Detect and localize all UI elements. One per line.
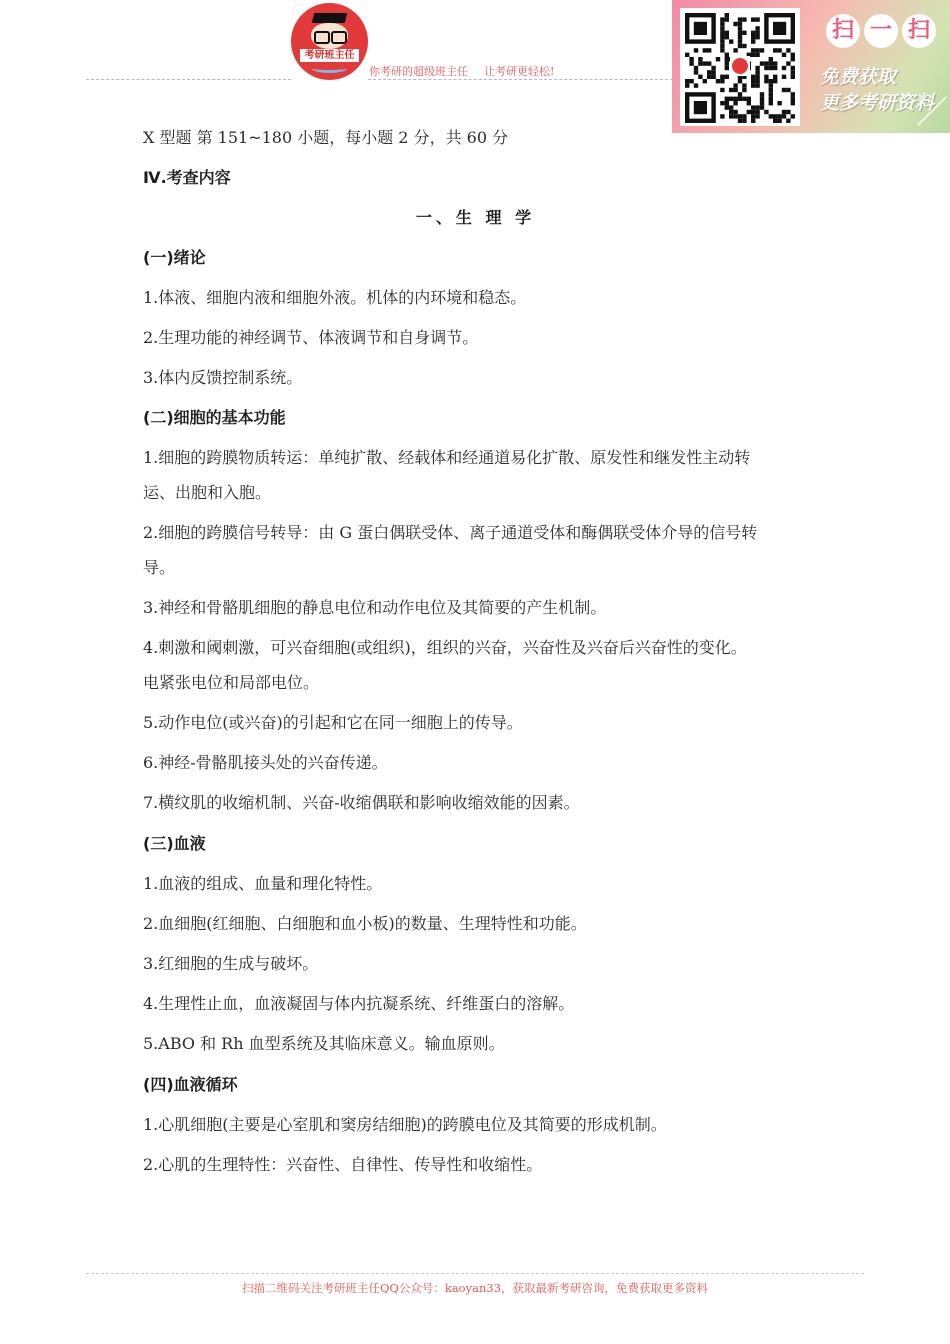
glasses-icon [331, 31, 347, 44]
scan-badges [822, 14, 940, 50]
list-item: 1.细胞的跨膜物质转运：单纯扩散、经载体和经通道易化扩散、原发性和继发性主动转 [143, 448, 751, 467]
slogan-left: 你考研的超级班主任 [369, 65, 468, 78]
list-item: 4.刺激和阈刺激，可兴奋细胞(或组织)，组织的兴奋，兴奋性及兴奋后兴奋性的变化。 [143, 638, 747, 657]
list-item: 1.血液的组成、血量和理化特性。 [143, 874, 383, 893]
ad-line-1: 免费获取 [820, 66, 897, 88]
header-divider-mid [368, 79, 673, 80]
logo-text: 考研班主任 [300, 49, 359, 62]
graduation-cap-icon [312, 13, 348, 23]
subsection-title: (三)血液 [143, 834, 206, 853]
list-item: 5.ABO 和 Rh 血型系统及其临床意义。输血原则。 [143, 1034, 505, 1053]
list-item: 3.体内反馈控制系统。 [143, 368, 303, 387]
footer-notice: 扫描二维码关注考研班主任QQ公众号：kaoyan33，获取最新考研咨询，免费获取更多资料 [242, 1281, 708, 1295]
subsection-title: (四)血液循环 [143, 1075, 238, 1094]
subsection-title: (一)绪论 [143, 248, 206, 267]
scan-char: 一 [864, 14, 898, 48]
list-item: 3.红细胞的生成与破坏。 [143, 954, 319, 973]
list-item: 3.神经和骨骼肌细胞的静息电位和动作电位及其简要的产生机制。 [143, 598, 607, 617]
list-item: 2.血细胞(红细胞、白细胞和血小板)的数量、生理特性和功能。 [143, 914, 587, 933]
list-item-continued: 导。 [143, 558, 176, 577]
chapter-title: 一、生 理 学 [415, 208, 536, 227]
list-item-continued: 运、出胞和入胞。 [143, 483, 272, 502]
book-icon [312, 64, 347, 73]
qr-code-icon[interactable] [680, 8, 800, 126]
qr-ad-banner[interactable] [672, 0, 950, 133]
exam-format-line: X 型题 第 151~180 小题，每小题 2 分，共 60 分 [143, 128, 509, 147]
ad-line-2: 更多考研资料 [820, 92, 935, 114]
slogan-right: 让考研更轻松! [484, 65, 555, 78]
list-item: 1.体液、细胞内液和细胞外液。机体的内环境和稳态。 [143, 288, 527, 307]
list-item: 5.动作电位(或兴奋)的引起和它在同一细胞上的传导。 [143, 713, 523, 732]
list-item: 2.心肌的生理特性：兴奋性、自律性、传导性和收缩性。 [143, 1155, 543, 1174]
glasses-icon [314, 31, 330, 44]
list-item: 2.细胞的跨膜信号转导：由 G 蛋白偶联受体、离子通道受体和酶偶联受体介导的信号转 [143, 523, 758, 542]
section-title: Ⅳ.考查内容 [143, 168, 231, 187]
scan-char: 扫 [826, 14, 860, 48]
scan-char: 扫 [902, 14, 936, 48]
list-item-continued: 电紧张电位和局部电位。 [143, 673, 320, 692]
list-item: 4.生理性止血，血液凝固与体内抗凝系统、纤维蛋白的溶解。 [143, 994, 575, 1013]
subsection-title: (二)细胞的基本功能 [143, 408, 286, 427]
header-slogan [369, 63, 554, 79]
header-divider-left [86, 79, 291, 80]
brand-logo [291, 3, 368, 80]
list-item: 1.心肌细胞(主要是心室肌和窦房结细胞)的跨膜电位及其简要的形成机制。 [143, 1115, 667, 1134]
list-item: 2.生理功能的神经调节、体液调节和自身调节。 [143, 328, 479, 347]
list-item: 7.横纹肌的收缩机制、兴奋-收缩偶联和影响收缩效能的因素。 [143, 793, 580, 812]
list-item: 6.神经-骨骼肌接头处的兴奋传递。 [143, 753, 388, 772]
footer-divider [86, 1273, 864, 1274]
